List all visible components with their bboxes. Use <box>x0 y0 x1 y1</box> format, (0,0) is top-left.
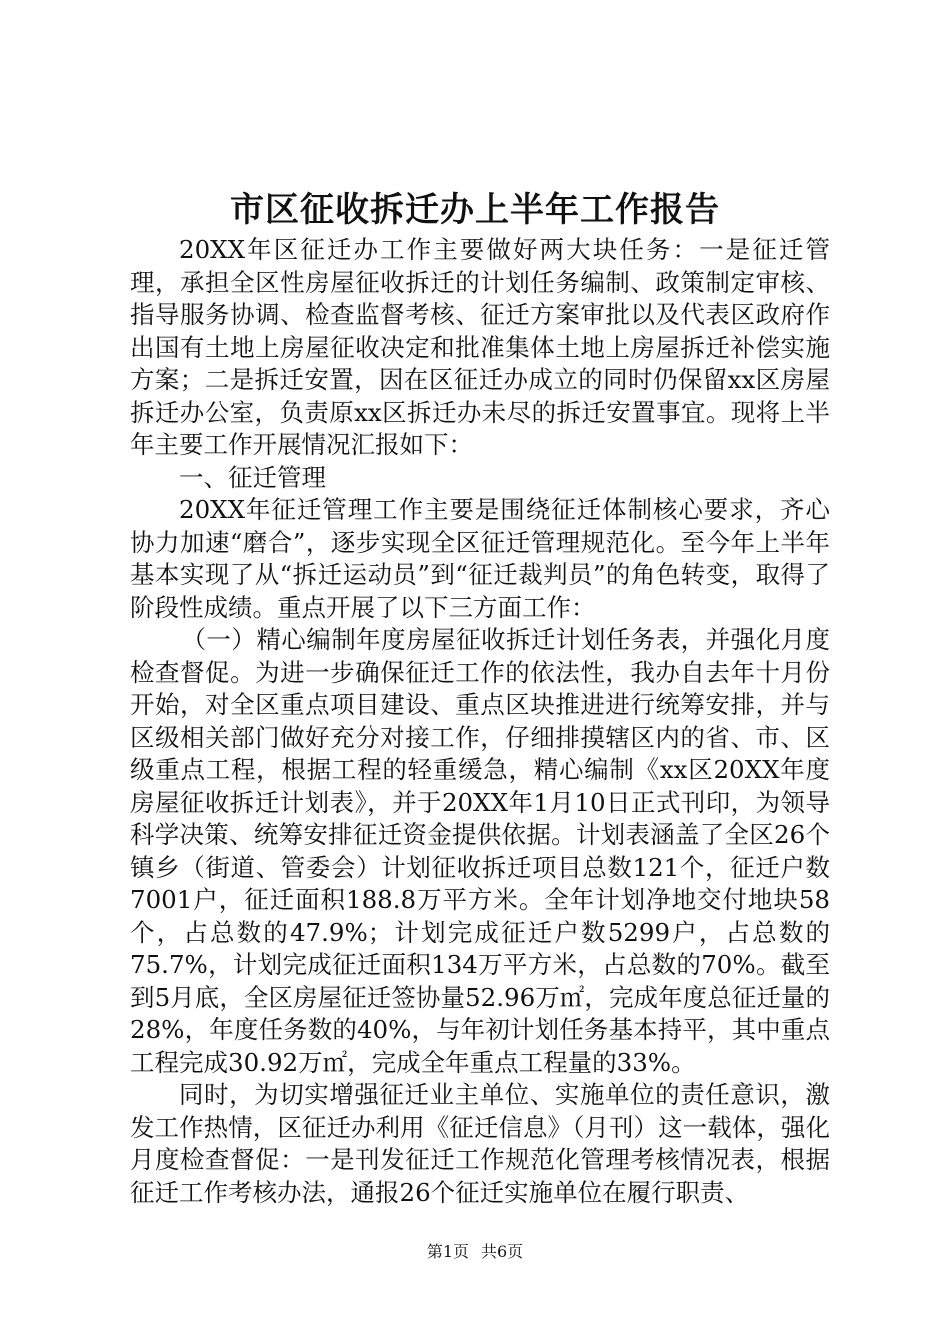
paragraph-item-one: （一）精心编制年度房屋征收拆迁计划任务表，并强化月度检查督促。为进一步确保征迁工作的依法性，我办自去年十月份开始，对全区重点项目建设、重点区块推进进行统筹安排，并与区级相关部门做好充分对接工作，仔细排摸辖区内的省、市、区级重点工程，根据工程的轻重缓急，精心编制《xx区20XX年度房屋征收拆迁计划表》，并于20XX年1月10日正式刊印，为领导科学决策、统筹安排征迁资金提供依据。计划表涵盖了全区26个镇乡（街道、管委会）计划征收拆迁项目总数121个，征迁户数7001户，征迁面积188.8万平方米。全年计划净地交付地块58个，占总数的47.9%；计划完成征迁户数5299户，占总数的75.7%，计划完成征迁面积134万平方米，占总数的70%。截至到5月底，全区房屋征迁签协量52.96万㎡，完成年度总征迁量的28%，年度任务数的40%，与年初计划任务基本持平，其中重点工程完成30.92万㎡，完成全年重点工程量的33%。 <box>130 625 830 1077</box>
page-number: 第1页 <box>426 1242 469 1261</box>
paragraph-section-intro: 20XX年征迁管理工作主要是围绕征迁体制核心要求，齐心协力加速“磨合”，逐步实现全区征迁管理规范化。至今年上半年基本实现了从“拆迁运动员”到“征迁裁判员”的角色转变，取得了阶段性成绩。重点开展了以下三方面工作： <box>130 495 830 622</box>
section-heading: 一、征迁管理 <box>179 462 326 492</box>
page-footer <box>0 1240 950 1264</box>
page-total: 共6页 <box>481 1242 524 1261</box>
paragraph-intro: 20XX年区征迁办工作主要做好两大块任务：一是征迁管理，承担全区性房屋征收拆迁的计划任务编制、政策制定审核、指导服务协调、检查监督考核、征迁方案审批以及代表区政府作出国有土地上房屋征收决定和批准集体土地上房屋拆迁补偿实施方案；二是拆迁安置，因在区征迁办成立的同时仍保留xx区房屋拆迁办公室，负责原xx区拆迁办未尽的拆迁安置事宜。现将上半年主要工作开展情况汇报如下： <box>130 235 830 459</box>
document-body <box>130 234 830 1209</box>
paragraph-meanwhile: 同时，为切实增强征迁业主单位、实施单位的责任意识，激发工作热情，区征迁办利用《征迁信息》（月刊）这一载体，强化月度检查督促：一是刊发征迁工作规范化管理考核情况表，根据征迁工作考核办法，通报26个征迁实施单位在履行职责、 <box>130 1080 830 1207</box>
document-title: 市区征收拆迁办上半年工作报告 <box>230 190 720 230</box>
